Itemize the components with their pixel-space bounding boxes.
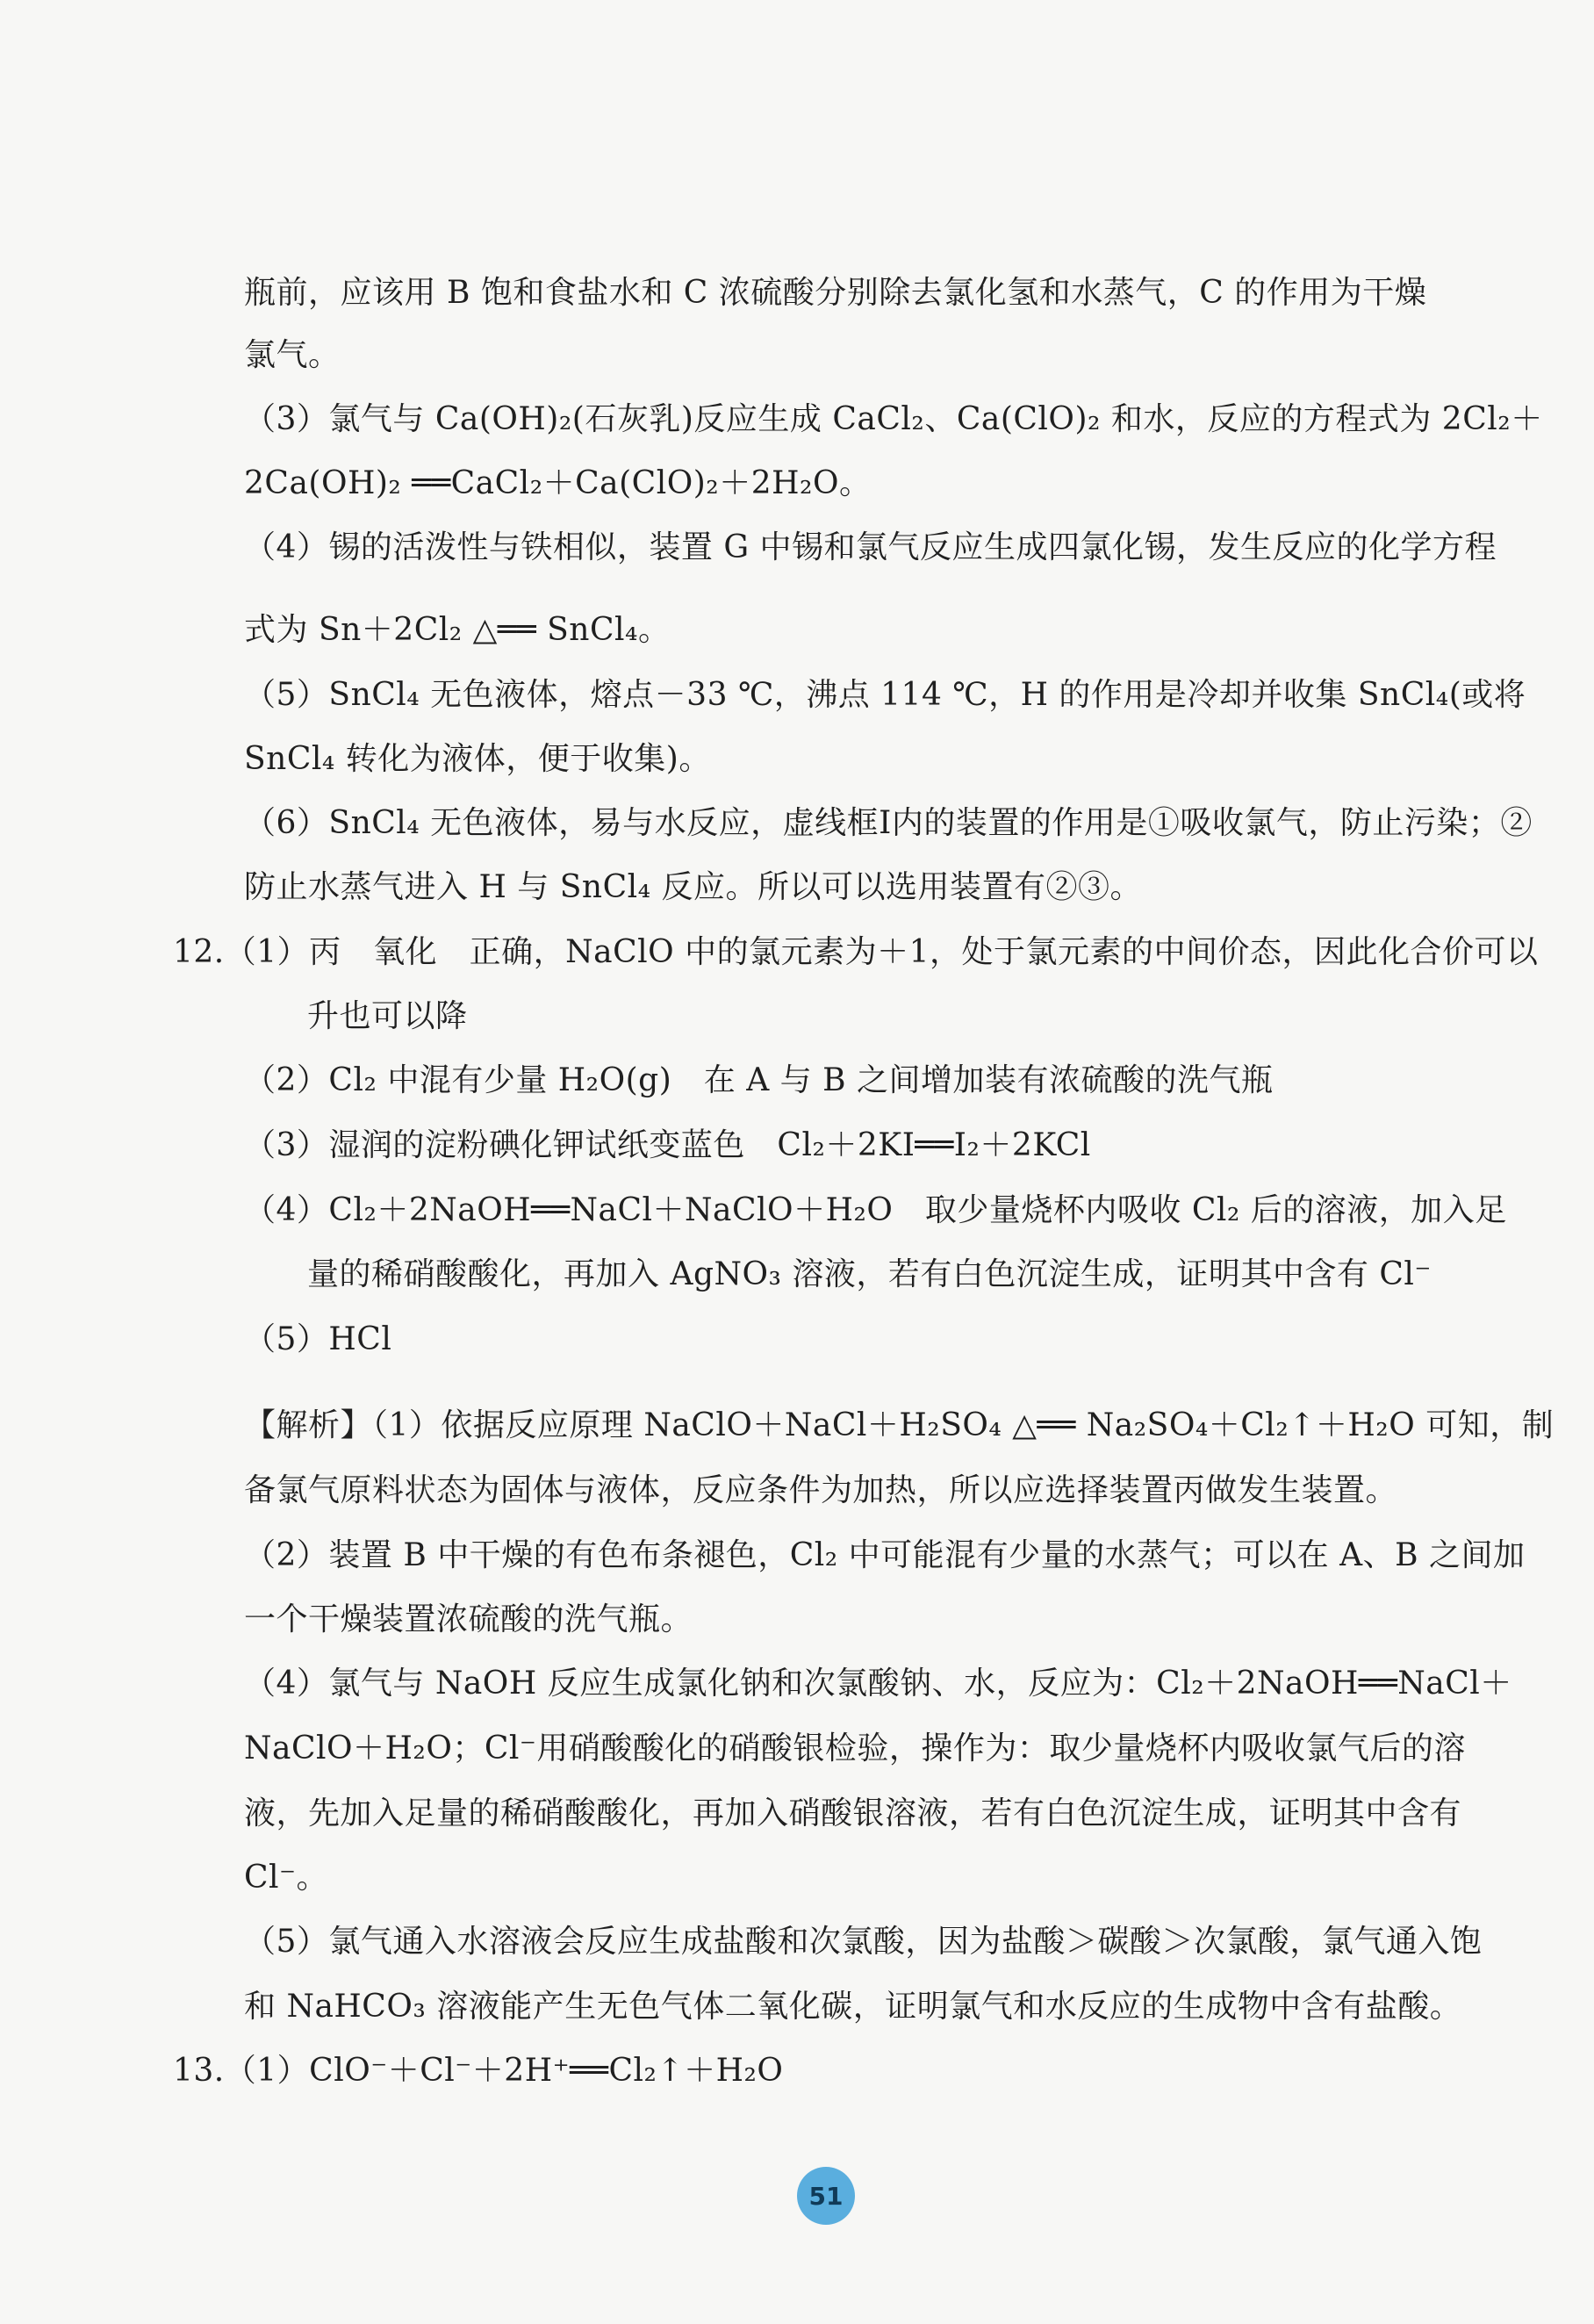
- text-line: （4）氯气与 NaOH 反应生成氯化钠和次氯酸钠、水，反应为：Cl₂＋2NaOH══NaCl＋: [244, 1666, 1512, 1702]
- question-13-line: 13.（1）ClO⁻＋Cl⁻＋2H⁺══Cl₂↑＋H₂O: [173, 2053, 784, 2089]
- text-line: （6）SnCl₄ 无色液体，易与水反应，虚线框Ⅰ内的装置的作用是①吸收氯气，防止污染；②: [244, 805, 1533, 841]
- text-line: 氯气。: [244, 337, 341, 373]
- text-line: 量的稀硝酸酸化，再加入 AgNO₃ 溶液，若有白色沉淀生成，证明其中含有 Cl⁻: [307, 1256, 1432, 1292]
- question-12-line: 12.（1）丙 氧化 正确，NaClO 中的氯元素为＋1，处于氯元素的中间价态，因此化合价可以: [173, 934, 1539, 970]
- text-line: NaClO＋H₂O；Cl⁻用硝酸酸化的硝酸银检验，操作为：取少量烧杯内吸收氯气后的溶: [244, 1730, 1466, 1766]
- text-line: Cl⁻。: [244, 1860, 329, 1896]
- text-line: 和 NaHCO₃ 溶液能产生无色气体二氧化碳，证明氯气和水反应的生成物中含有盐酸。: [244, 1989, 1462, 2025]
- text-line: （2）Cl₂ 中混有少量 H₂O(g) 在 A 与 B 之间增加装有浓硫酸的洗气瓶: [244, 1062, 1274, 1098]
- analysis-line: 【解析】（1）依据反应原理 NaClO＋NaCl＋H₂SO₄ △══ Na₂SO₄＋Cl₂↑＋H₂O 可知，制: [244, 1407, 1555, 1443]
- text-line: 防止水蒸气进入 H 与 SnCl₄ 反应。所以可以选用装置有②③。: [244, 869, 1143, 905]
- text-line: （5）SnCl₄ 无色液体，熔点－33 ℃，沸点 114 ℃，H 的作用是冷却并收集 SnCl₄(或将: [244, 677, 1526, 713]
- text-line: （5）氯气通入水溶液会反应生成盐酸和次氯酸，因为盐酸＞碳酸＞次氯酸，氯气通入饱: [244, 1924, 1483, 1960]
- text-line: 瓶前，应该用 B 饱和食盐水和 C 浓硫酸分别除去氯化氢和水蒸气，C 的作用为干燥: [244, 275, 1427, 311]
- text-line: 升也可以降: [307, 998, 468, 1034]
- text-line: （2）装置 B 中干燥的有色布条褪色，Cl₂ 中可能混有少量的水蒸气；可以在 A、B 之间加: [244, 1537, 1526, 1573]
- page-number-badge: [797, 2167, 855, 2225]
- text-line: 液，先加入足量的稀硝酸酸化，再加入硝酸银溶液，若有白色沉淀生成，证明其中含有: [244, 1795, 1462, 1831]
- text-line: 2Ca(OH)₂ ══CaCl₂＋Ca(ClO)₂＋2H₂O。: [244, 465, 872, 501]
- text-line: （4）锡的活泼性与铁相似，装置 G 中锡和氯气反应生成四氯化锡，发生反应的化学方程: [244, 529, 1497, 565]
- text-line: （5）HCl: [244, 1321, 392, 1357]
- text-line: （4）Cl₂＋2NaOH══NaCl＋NaClO＋H₂O 取少量烧杯内吸收 Cl₂ 后的溶液，加入足: [244, 1192, 1507, 1228]
- text-line: （3）湿润的淀粉碘化钾试纸变蓝色 Cl₂＋2KI══I₂＋2KCl: [244, 1127, 1091, 1163]
- text-line: 一个干燥装置浓硫酸的洗气瓶。: [244, 1601, 693, 1637]
- page-number: 51: [808, 2181, 844, 2211]
- text-line: （3）氯气与 Ca(OH)₂(石灰乳)反应生成 CaCl₂、Ca(ClO)₂ 和水，反应的方程式为 2Cl₂＋: [244, 401, 1543, 437]
- text-line: 式为 Sn＋2Cl₂ △══ SnCl₄。: [244, 612, 671, 648]
- text-line: 备氯气原料状态为固体与液体，反应条件为加热，所以应选择装置丙做发生装置。: [244, 1472, 1398, 1508]
- text-line: SnCl₄ 转化为液体，便于收集)。: [244, 741, 711, 777]
